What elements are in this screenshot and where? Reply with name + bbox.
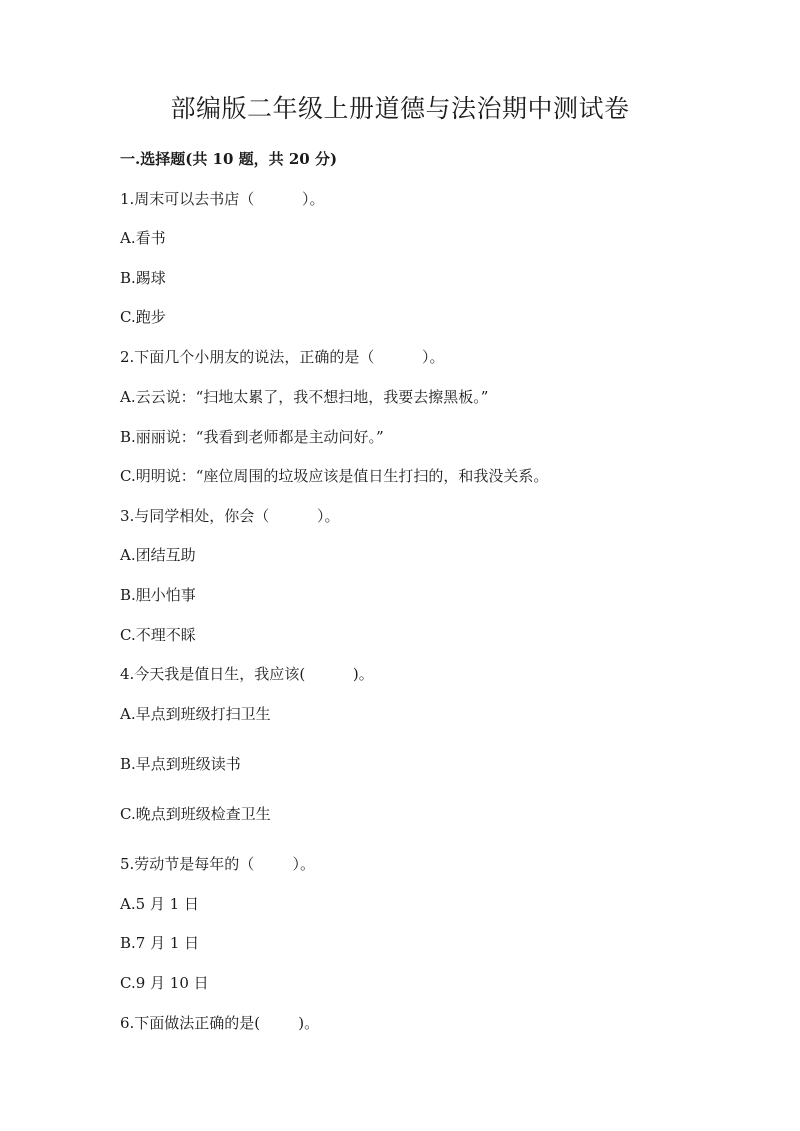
question-3-option-b: B.胆小怕事	[120, 586, 196, 604]
question-stem-1: 1.周末可以去书店（ ）。	[120, 190, 325, 208]
question-1-option-b: B.踢球	[120, 269, 166, 287]
question-4-option-a: A.早点到班级打扫卫生	[120, 705, 271, 723]
question-5-option-c: C.9 月 10 日	[120, 974, 209, 992]
question-4-option-c: C.晚点到班级检查卫生	[120, 805, 271, 823]
question-stem-3: 3.与同学相处，你会（ ）。	[120, 507, 340, 525]
question-stem-5: 5.劳动节是每年的（ ）。	[120, 855, 315, 873]
question-1-option-c: C.跑步	[120, 308, 166, 326]
question-stem-6: 6.下面做法正确的是( )。	[120, 1014, 320, 1032]
question-5-option-b: B.7 月 1 日	[120, 934, 200, 952]
question-3-option-a: A.团结互助	[120, 546, 196, 564]
question-stem-2: 2.下面几个小朋友的说法，正确的是（ ）。	[120, 348, 445, 366]
question-4-option-b: B.早点到班级读书	[120, 755, 241, 773]
page-title: 部编版二年级上册道德与法治期中测试卷	[170, 94, 630, 123]
section-heading: 一.选择题(共 10 题，共 20 分)	[120, 150, 338, 168]
question-1-option-a: A.看书	[120, 229, 166, 247]
question-stem-4: 4.今天我是值日生，我应该( )。	[120, 665, 374, 683]
question-3-option-c: C.不理不睬	[120, 626, 196, 644]
question-2-option-b: B.丽丽说：“我看到老师都是主动问好。”	[120, 428, 384, 446]
question-5-option-a: A.5 月 1 日	[120, 895, 199, 913]
question-2-option-a: A.云云说：“扫地太累了，我不想扫地，我要去擦黑板。”	[120, 388, 489, 406]
question-2-option-c: C.明明说：“座位周围的垃圾应该是值日生打扫的，和我没关系。	[120, 467, 549, 485]
